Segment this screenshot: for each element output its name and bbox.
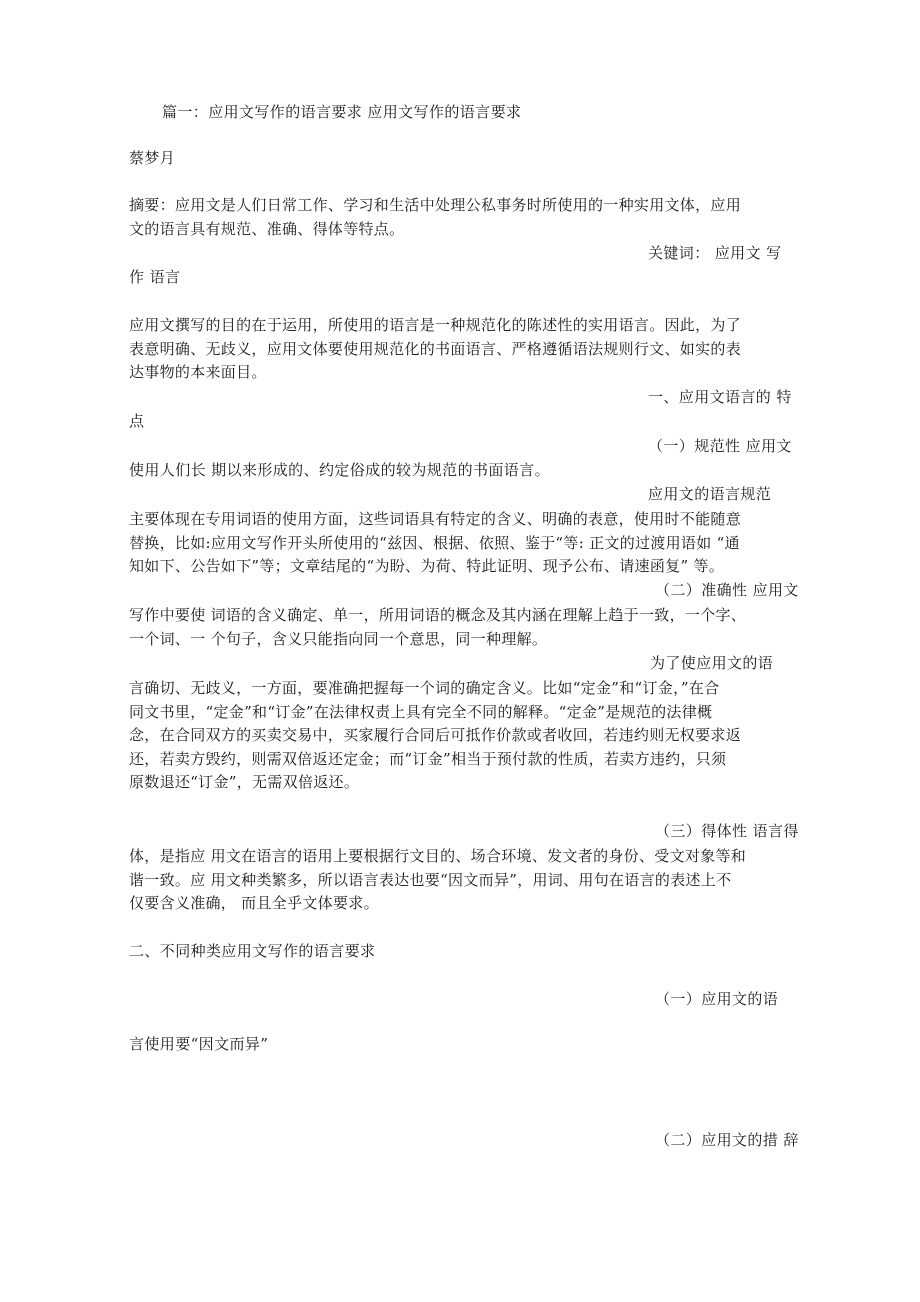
subsection-2-2: （二）应用文的措 辞 xyxy=(655,1131,799,1149)
paragraph-line: 体，是指应 用文在语言的语用上要根据行文目的、场合环境、发文者的身份、受文对象等和 xyxy=(129,847,747,865)
paragraph-line: 写作中要使 词语的含义确定、单一，所用词语的概念及其内涵在理解上趋于一致，一个字、 xyxy=(129,606,747,624)
intro-line: 应用文撰写的目的在于运用，所使用的语言是一种规范化的陈述性的实用语言。因此，为了 xyxy=(129,316,742,334)
paragraph-line: 原数退还“订金”，无需双倍返还。 xyxy=(129,773,360,791)
subsection-normativity: （一）规范性 应用文 xyxy=(648,437,792,455)
keywords-terms: 作 语言 xyxy=(129,268,181,286)
author-name: 蔡梦月 xyxy=(129,149,176,167)
paragraph-line: 仅要含义准确， 而且全乎文体要求。 xyxy=(129,894,379,912)
paragraph-line: 为了使应用文的语 xyxy=(650,654,774,672)
paragraph-line: 应用文的语言规范 xyxy=(648,485,772,503)
paragraph-deposit xyxy=(129,677,799,795)
paragraph-line: 一个词、一 个句子，含义只能指向同一个意思，同一种理解。 xyxy=(129,629,548,648)
section-2-heading: 二、不同种类应用文写作的语言要求 xyxy=(129,942,376,960)
abstract-line: 文的语言具有规范、准确、得体等特点。 xyxy=(129,219,405,238)
paragraph-line: 替换，比如:应用文写作开头所使用的“兹因、根据、依照、鉴于“等: 正文的过渡用语如 “通 xyxy=(129,533,740,552)
subsection-accuracy: （二）准确性 应用文 xyxy=(655,581,799,599)
paragraph-line: 言确切、无歧义，一方面，要准确把握每一个词的确定含义。比如“定金”和“订金，”在合 xyxy=(129,679,720,697)
keywords-label: 关键词： 应用文 写 xyxy=(648,244,782,262)
subsection-2-1: （一）应用文的语 xyxy=(655,990,779,1008)
document-title: 篇一：应用文写作的语言要求 应用文写作的语言要求 xyxy=(162,103,522,121)
paragraph-line: 还，若卖方毁约，则需双倍返还定金；而“订金”相当于预付款的性质，若卖方违约，只须 xyxy=(129,749,727,768)
abstract-paragraph xyxy=(129,194,799,241)
paragraph-line: 主要体现在专用词语的使用方面，这些词语具有特定的含义、明确的表意，使用时不能随意 xyxy=(129,510,742,528)
subsection-appropriateness: （三）得体性 语言得 xyxy=(655,822,799,840)
paragraph-line: 念，在合同双方的买卖交易中，买家履行合同后可抵作价款或者收回，若违约则无权要求返 xyxy=(129,726,742,744)
paragraph-line: 知如下、公告如下”等；文章结尾的“为盼、为荷、特此证明、现予公布、请速函复” 等。 xyxy=(129,557,725,575)
section-1-heading-cont: 点 xyxy=(129,412,145,430)
section-1-heading: 一、应用文语言的 特 xyxy=(648,388,792,406)
abstract-line: 摘要：应用文是人们日常工作、学习和生活中处理公私事务时所使用的一种实用文体，应用 xyxy=(129,196,742,214)
paragraph-line: 使用人们长 期以来形成的、约定俗成的较为规范的书面语言。 xyxy=(129,461,550,479)
paragraph-appropriateness xyxy=(129,845,799,916)
intro-line: 表意明确、无歧义，应用文体要使用规范化的书面语言、严格遵循语法规则行文、如实的表 xyxy=(129,339,742,358)
intro-paragraph xyxy=(129,314,799,385)
paragraph-line: 谐一致。应 用文种类繁多，所以语言表达也要“因文而异”，用词、用句在语言的表述上不 xyxy=(129,870,732,889)
paragraph-line: 同文书里，“定金”和“订金”在法律权责上具有完全不同的解释。“定金”是规范的法律概 xyxy=(129,702,713,721)
intro-line: 达事物的本来面目。 xyxy=(129,363,267,381)
paragraph-accuracy xyxy=(129,604,799,651)
subsection-2-1-cont: 言使用要“因文而异” xyxy=(129,1035,269,1053)
paragraph-normativity xyxy=(129,508,799,579)
